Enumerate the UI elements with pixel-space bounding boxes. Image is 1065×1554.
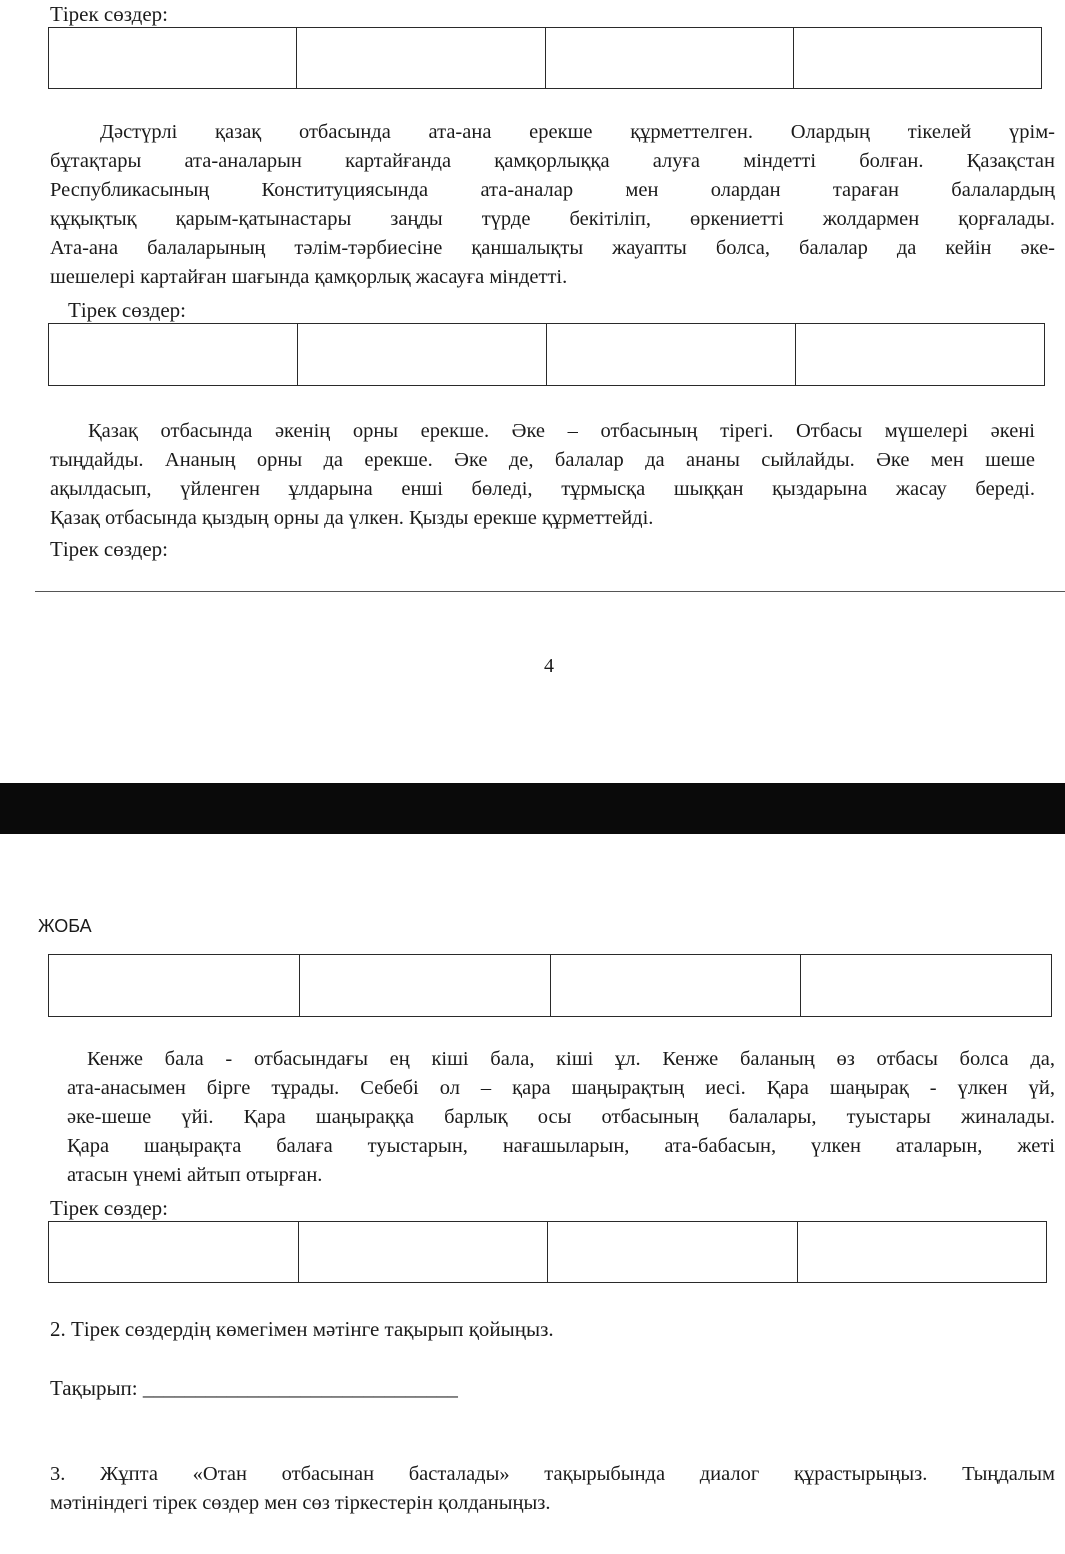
paragraph-line: бұтақтары ата-аналарын картайғанда қамқорлыққа алуға міндетті болған. Қазақстан bbox=[50, 150, 1055, 172]
keyword-cell[interactable] bbox=[49, 28, 297, 88]
page-gap-band bbox=[0, 783, 1065, 834]
keyword-cell[interactable] bbox=[547, 324, 796, 385]
keyword-grid-3 bbox=[48, 954, 1052, 1017]
task-2-instruction: 2. Тірек сөздердің көмегімен мәтінге тақырып қойыңыз. bbox=[50, 1317, 554, 1341]
paragraph-line: тыңдайды. Ананың орны да ерекше. Әке де, балалар да ананы сыйлайды. Әке мен шеше bbox=[50, 449, 1035, 471]
paragraph-line: Ата-ана балаларының тәлім-тәрбиесіне қаншалықты жауапты болса, балалар да кейін әке- bbox=[50, 237, 1055, 259]
keyword-cell[interactable] bbox=[546, 28, 794, 88]
paragraph-line: Қазақ отбасында әкенің орны ерекше. Әке – отбасының тірегі. Отбасы мүшелері әкені bbox=[88, 420, 1035, 442]
paragraph-line: құқықтық қарым-қатынастары заңды түрде бекітіліп, өркениетті жолдармен қорғалады. bbox=[50, 208, 1055, 230]
paragraph-line: Кенже бала - отбасындағы ең кіші бала, кіші ұл. Кенже баланың өз отбасы болса да, bbox=[87, 1048, 1055, 1070]
label-tirek-sozder-top: Тірек сөздер: bbox=[50, 2, 169, 26]
keyword-cell[interactable] bbox=[299, 1222, 549, 1282]
task-3-instruction bbox=[50, 1460, 1055, 1518]
keyword-grid-4 bbox=[48, 1221, 1047, 1283]
page-divider bbox=[35, 591, 1065, 592]
keyword-cell[interactable] bbox=[801, 955, 1051, 1016]
keyword-cell[interactable] bbox=[794, 28, 1041, 88]
keyword-cell[interactable] bbox=[297, 28, 545, 88]
paragraph-line: Қара шаңырақта балаға туыстарын, нағашыларын, ата-бабасын, үлкен аталарын, жеті bbox=[67, 1135, 1055, 1157]
paragraph-line: ата-анасымен бірге тұрады. Себебі ол – қара шаңырақтың иесі. Қара шаңырақ - үлкен үй, bbox=[67, 1077, 1055, 1099]
keyword-cell[interactable] bbox=[49, 324, 298, 385]
title-line bbox=[50, 1376, 458, 1400]
keyword-grid-1 bbox=[48, 27, 1042, 89]
paragraph-line: Қазақ отбасында қыздың орны да үлкен. Қызды ерекше құрметтейді. bbox=[50, 507, 654, 529]
paragraph-line: Республикасының Конституциясында ата-аналар мен олардан тараған балалардың bbox=[50, 179, 1055, 201]
paragraph-line: ақылдасып, үйленген ұлдарына енші бөледі, тұрмысқа шыққан қыздарына жасау береді. bbox=[50, 478, 1035, 500]
title-label: Тақырып: bbox=[50, 1376, 138, 1400]
paragraph-traditional-family bbox=[50, 118, 1055, 292]
paragraph-line: атасын үнемі айтып отырған. bbox=[67, 1164, 323, 1186]
keyword-cell[interactable] bbox=[551, 955, 802, 1016]
paragraph-line: 3. Жұпта «Отан отбасынан басталады» тақырыбында диалог құрастырыңыз. Тыңдалым bbox=[50, 1463, 1055, 1485]
paragraph-youngest-child bbox=[67, 1045, 1055, 1190]
paragraph-line: Дәстүрлі қазақ отбасында ата-ана ерекше құрметтелген. Олардың тікелей үрім- bbox=[100, 121, 1055, 143]
paragraph-line: әке-шеше үйі. Қара шаңыраққа барлық осы отбасының балалары, туыстары жиналады. bbox=[67, 1106, 1055, 1128]
keyword-cell[interactable] bbox=[798, 1222, 1047, 1282]
keyword-cell[interactable] bbox=[796, 324, 1044, 385]
paragraph-line: шешелері картайған шағында қамқорлық жасауға міндетті. bbox=[50, 266, 568, 288]
keyword-cell[interactable] bbox=[49, 1222, 299, 1282]
label-tirek-sozder-2: Тірек сөздер: bbox=[68, 298, 187, 322]
keyword-cell[interactable] bbox=[548, 1222, 798, 1282]
paragraph-line: мәтініндегі тірек сөздер мен сөз тіркестерін қолданыңыз. bbox=[50, 1492, 551, 1514]
keyword-grid-2 bbox=[48, 323, 1045, 386]
label-tirek-sozder-4: Тірек сөздер: bbox=[50, 1196, 169, 1220]
keyword-cell[interactable] bbox=[298, 324, 547, 385]
paragraph-father-role bbox=[50, 417, 1035, 533]
label-tirek-sozder-3: Тірек сөздер: bbox=[50, 537, 169, 561]
title-blank[interactable]: ______________________________ bbox=[142, 1376, 458, 1400]
page-number: 4 bbox=[544, 655, 554, 677]
keyword-cell[interactable] bbox=[300, 955, 551, 1016]
keyword-cell[interactable] bbox=[49, 955, 300, 1016]
header-zhoba: ЖОБА bbox=[38, 916, 92, 936]
